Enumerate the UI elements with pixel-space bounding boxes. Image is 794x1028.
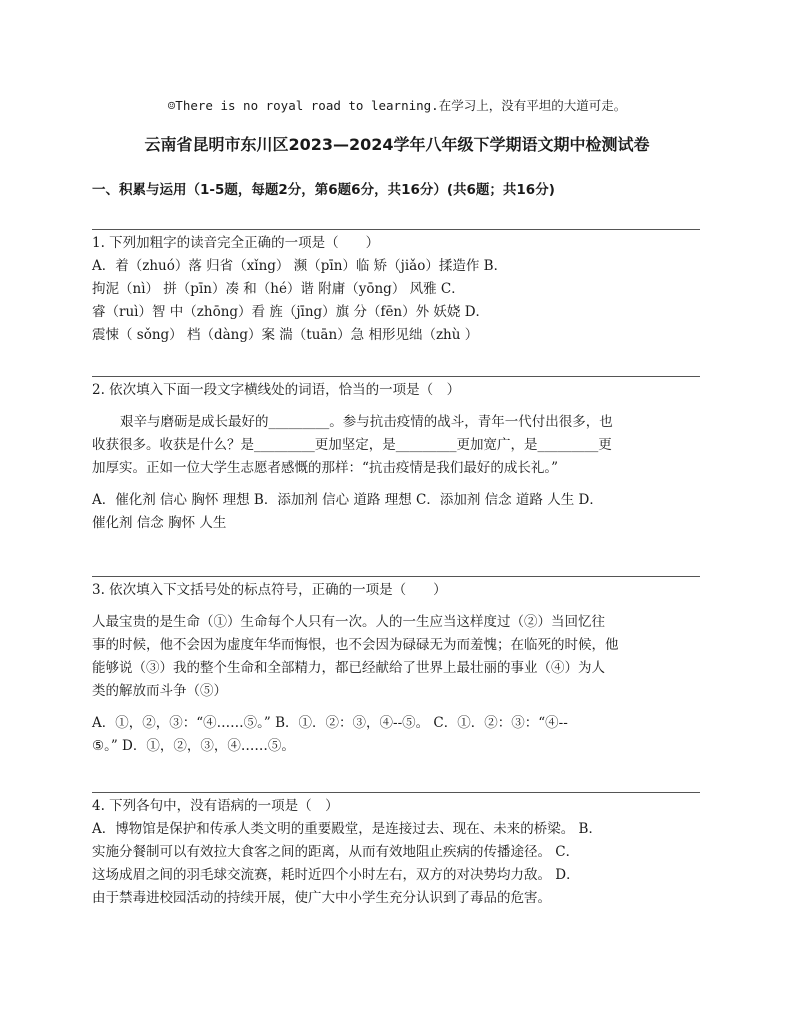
option-line: 拘泥（nì） 拼（pīn）凑 和（hé）谐 附庸（yōng） 风雅 C．: [92, 281, 465, 297]
divider: [92, 576, 700, 577]
question-3: [92, 579, 704, 758]
motto: ☺There is no royal road to learning.在学习上，没有平坦的大道可走。: [167, 98, 627, 113]
section-heading: 一、积累与运用（1-5题，每题2分，第6题6分，共16分）(共6题；共16分): [92, 182, 555, 198]
option-line: A．着（zhuó）落 归省（xǐng） 濒（pīn）临 矫（jiǎo）揉造作 B．: [92, 258, 508, 274]
passage-line: 类的解放而斗争（⑤）: [92, 683, 227, 699]
divider: [92, 792, 700, 793]
option-line: A．①，②，③：“④……⑤。” B．①．②：③，④--⑤。 C．①．②：③：“④--: [92, 715, 568, 731]
passage-line: 事的时候，他不会因为虚度年华而悔恨，也不会因为碌碌无为而羞愧；在临死的时候，他: [92, 637, 619, 653]
option-line: 睿（ruì）智 中（zhōng）看 旌（jīng）旗 分（fēn）外 妖娆 D．: [92, 304, 490, 320]
question-stem: 2. 依次填入下面一段文字横线处的词语，恰当的一项是（ ）: [92, 382, 461, 398]
question-4: [92, 795, 704, 910]
passage-line: 艰辛与磨砺是成长最好的_________。参与抗击疫情的战斗，青年一代付出很多，也: [120, 414, 613, 430]
passage-line: 能够说（③）我的整个生命和全部精力，都已经献给了世界上最壮丽的事业（④）为人: [92, 660, 605, 676]
option-line: 实施分餐制可以有效拉大食客之间的距离，从而有效地阻止疾病的传播途径。 C．: [92, 844, 580, 860]
option-line: ⑤。” D．①，②，③，④……⑤。: [92, 738, 295, 754]
question-stem: 3. 依次填入下文括号处的标点符号，正确的一项是（ ）: [92, 582, 447, 598]
page-title: 云南省昆明市东川区2023—2024学年八年级下学期语文期中检测试卷: [144, 135, 650, 154]
divider: [92, 229, 700, 230]
option-line: 催化剂 信念 胸怀 人生: [92, 515, 227, 531]
question-2: [92, 379, 704, 535]
option-line: 震悚（ sǒng） 档（dàng）案 湍（tuān）急 相形见绌（zhù ）: [92, 327, 479, 343]
question-1: [92, 232, 704, 347]
option-line: 这场成眉之间的羽毛球交流赛，耗时近四个小时左右，双方的对决势均力敌。 D．: [92, 867, 580, 883]
passage-line: 加厚实。正如一位大学生志愿者感慨的那样：“抗击疫情是我们最好的成长礼。”: [92, 460, 559, 476]
passage-line: 人最宝贵的是生命（①）生命每个人只有一次。人的一生应当这样度过（②）当回忆往: [92, 614, 605, 630]
question-stem: 4. 下列各句中，没有语病的一项是（ ）: [92, 798, 339, 814]
question-stem: 1. 下列加粗字的读音完全正确的一项是（ ）: [92, 235, 380, 251]
option-line: A．博物馆是保护和传承人类文明的重要殿堂，是连接过去、现在、未来的桥梁。 B．: [92, 821, 602, 837]
passage-line: 收获很多。收获是什么？是_________更加坚定，是_________更加宽广，是_________更: [92, 437, 612, 453]
option-line: 由于禁毒进校园活动的持续开展，使广大中小学生充分认识到了毒品的危害。: [92, 890, 551, 906]
divider: [92, 376, 700, 377]
option-line: A．催化剂 信心 胸怀 理想 B．添加剂 信心 道路 理想 C．添加剂 信念 道路 人生 D．: [92, 492, 603, 508]
